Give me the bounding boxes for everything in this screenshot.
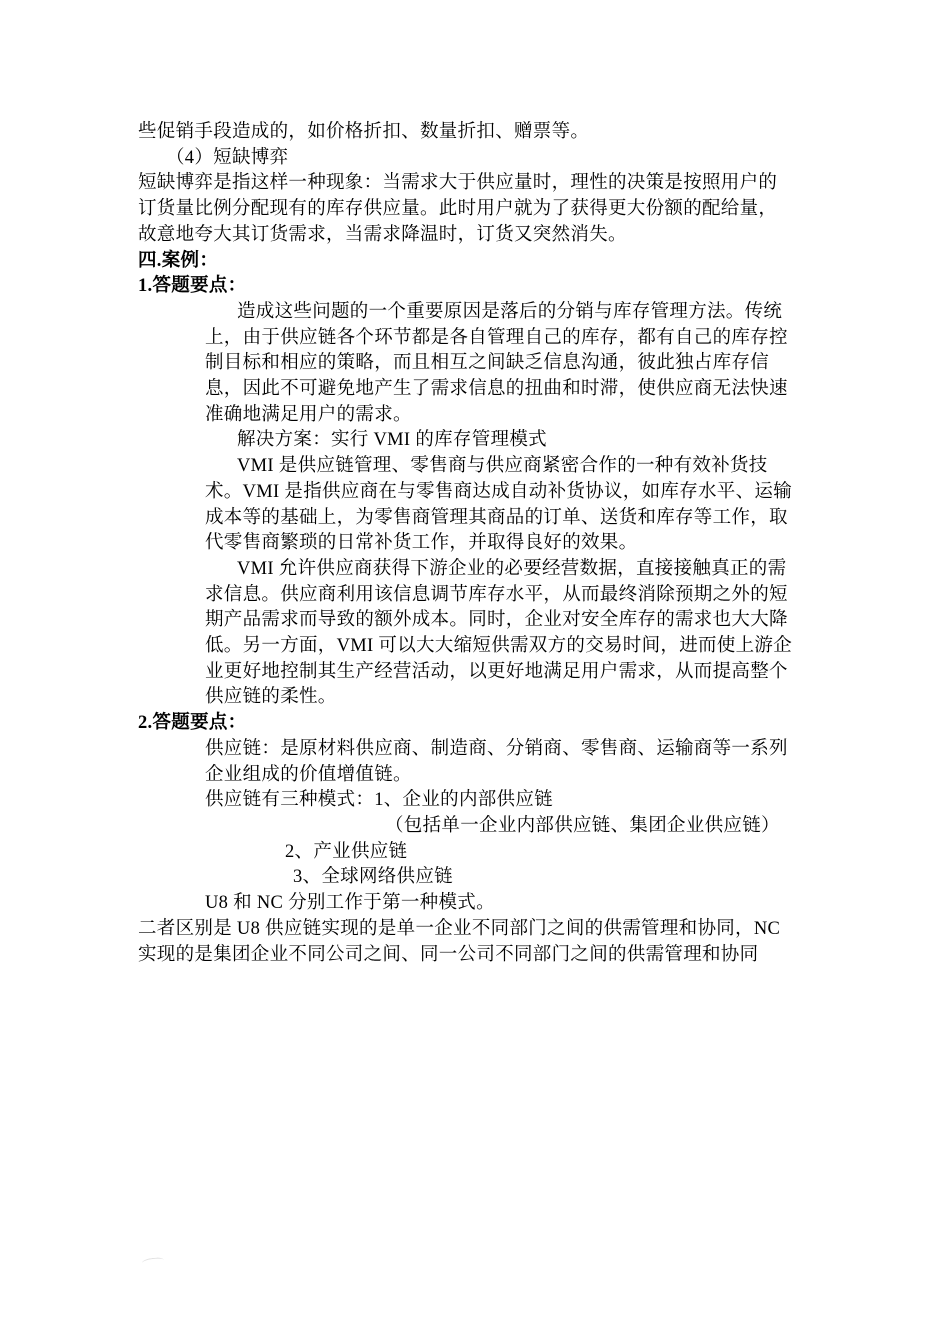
text-line: 短缺博弈是指这样一种现象：当需求大于供应量时，理性的决策是按照用户的 <box>138 173 778 194</box>
text-line: 二者区别是 U8 供应链实现的是单一企业不同部门之间的供需管理和协同，NC <box>138 918 781 939</box>
text-line-solution: 解决方案：实行 VMI 的库存管理模式 <box>237 430 547 451</box>
text-line: 低。另一方面，VMI 可以大大缩短供需双方的交易时间，进而使上游企 <box>205 636 792 657</box>
heading-answer-points-1: 1.答题要点： <box>138 276 247 297</box>
text-line: 求信息。供应商利用该信息调节库存水平，从而最终消除预期之外的短 <box>205 584 788 605</box>
text-line: 术。VMI 是指供应商在与零售商达成自动补货协议，如库存水平、运输 <box>205 481 792 502</box>
text-line: 实现的是集团企业不同公司之间、同一公司不同部门之间的供需管理和协同 <box>138 944 759 965</box>
text-line: 供应链：是原材料供应商、制造商、分销商、零售商、运输商等一系列 <box>205 738 788 759</box>
text-line: 息，因此不可避免地产生了需求信息的扭曲和时滞，使供应商无法快速 <box>205 379 788 400</box>
text-line-mode-1-note: （包括单一企业内部供应链、集团企业供应链） <box>385 815 780 836</box>
text-line: 代零售商繁琐的日常补货工作，并取得良好的效果。 <box>205 533 638 554</box>
text-line: 业更好地控制其生产经营活动，以更好地满足用户需求，从而提高整个 <box>205 661 788 682</box>
text-line: U8 和 NC 分别工作于第一种模式。 <box>205 893 495 914</box>
text-line-mode-3: 3、全球网络供应链 <box>293 867 453 888</box>
text-line: 上，由于供应链各个环节都是各自管理自己的库存，都有自己的库存控 <box>205 327 788 348</box>
text-line: 造成这些问题的一个重要原因是落后的分销与库存管理方法。传统 <box>237 301 783 322</box>
text-line: 成本等的基础上，为零售商管理其商品的订单、送货和库存等工作，取 <box>205 507 788 528</box>
scan-artifact <box>142 1257 165 1267</box>
text-line: 故意地夸大其订货需求，当需求降温时，订货又突然消失。 <box>138 224 627 245</box>
text-line: 供应链的柔性。 <box>205 687 337 708</box>
text-line: 些促销手段造成的，如价格折扣、数量折扣、赠票等。 <box>138 122 590 142</box>
text-line: 制目标和相应的策略，而且相互之间缺乏信息沟通，彼此独占库存信 <box>205 353 770 374</box>
text-line: VMI 是供应链管理、零售商与供应商紧密合作的一种有效补货技 <box>237 456 768 477</box>
heading-case-section: 四.案例： <box>138 250 219 271</box>
text-line: 订货量比例分配现有的库存供应量。此时用户就为了获得更大份额的配给量， <box>138 199 778 220</box>
text-line: 期产品需求而导致的额外成本。同时，企业对安全库存的需求也大大降 <box>205 610 788 631</box>
text-line-mode-1: 供应链有三种模式：1、企业的内部供应链 <box>205 790 553 811</box>
text-line-mode-2: 2、产业供应链 <box>285 841 408 862</box>
list-item-shortage-game: （4）短缺博弈 <box>166 147 289 168</box>
text-line: VMI 允许供应商获得下游企业的必要经营数据，直接接触真正的需 <box>237 558 787 579</box>
text-line: 准确地满足用户的需求。 <box>205 404 412 425</box>
heading-answer-points-2: 2.答题要点： <box>138 713 247 734</box>
text-line: 企业组成的价值增值链。 <box>205 764 412 785</box>
document-body <box>138 120 820 968</box>
